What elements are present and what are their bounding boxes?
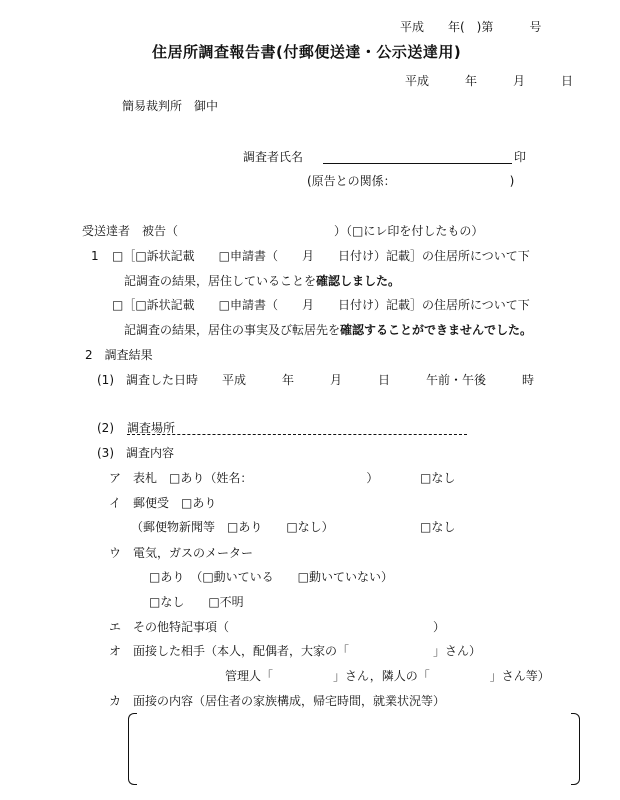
report-date: 平成 年 月 日 — [405, 74, 574, 88]
signature-line[interactable] — [323, 163, 512, 164]
survey-location-label: 調査場所 — [127, 421, 176, 435]
mailbox-row: イ 郵便受 □あり — [109, 496, 217, 510]
seal-mark: 印 — [514, 150, 527, 164]
survey-location-number: (2) — [97, 421, 114, 435]
addressee: 簡易裁判所 御中 — [122, 99, 219, 113]
survey-content-heading: (3) 調査内容 — [97, 446, 174, 460]
other-notes-row: エ その他特記事項（ ） — [109, 620, 446, 634]
survey-location-field[interactable] — [127, 434, 467, 435]
investigator-name-label: 調査者氏名 — [243, 150, 304, 164]
section2-heading: 2 調査結果 — [85, 348, 153, 362]
meter-row: ウ 電気，ガスのメーター — [109, 546, 254, 560]
interview-box-left-bracket — [128, 713, 137, 785]
interview-box-right-bracket — [571, 713, 580, 785]
section1-item2-line2: 記調査の結果，居住の事実及び転居先を確認することができませんでした。 — [124, 323, 533, 337]
section1-number: 1 — [91, 249, 99, 263]
interviewee-row2: 管理人「 」さん，隣人の「 」さん等） — [225, 669, 550, 683]
recipient-line: 受送達者 被告（ ）（□にレ印を付したもの） — [82, 224, 484, 238]
nameplate-none: □なし — [420, 471, 456, 485]
document-title: 住居所調査報告書(付郵便送達・公示送達用) — [152, 43, 462, 61]
section1-item1-line1: □［□訴状記載 □申請書（ 月 日付け）記載］の住居所について下 — [112, 249, 530, 263]
mailbox-none: □なし — [420, 520, 456, 534]
section1-item2-line1: □［□訴状記載 □申請書（ 月 日付け）記載］の住居所について下 — [112, 298, 530, 312]
nameplate-row: ア 表札 □あり（姓名： ） — [109, 471, 379, 485]
mailbox-detail: （郵便物新聞等 □あり □なし） — [131, 520, 334, 534]
meter-absent: □なし □不明 — [149, 595, 244, 609]
survey-datetime: (1) 調査した日時 平成 年 月 日 午前・午後 時 — [97, 373, 535, 387]
section1-item1-line2: 記調査の結果，居住していることを確認しました。 — [124, 274, 401, 288]
interview-content-label: カ 面接の内容（居住者の家族構成，帰宅時間，就業状況等） — [109, 694, 446, 708]
relation-to-plaintiff: (原告との関係： ) — [307, 174, 515, 188]
case-number: 平成 年( )第 号 — [400, 20, 542, 34]
meter-present: □あり （□動いている □動いていない） — [149, 570, 394, 584]
interviewee-row1: オ 面接した相手（本人，配偶者，大家の「 」さん） — [109, 644, 482, 658]
